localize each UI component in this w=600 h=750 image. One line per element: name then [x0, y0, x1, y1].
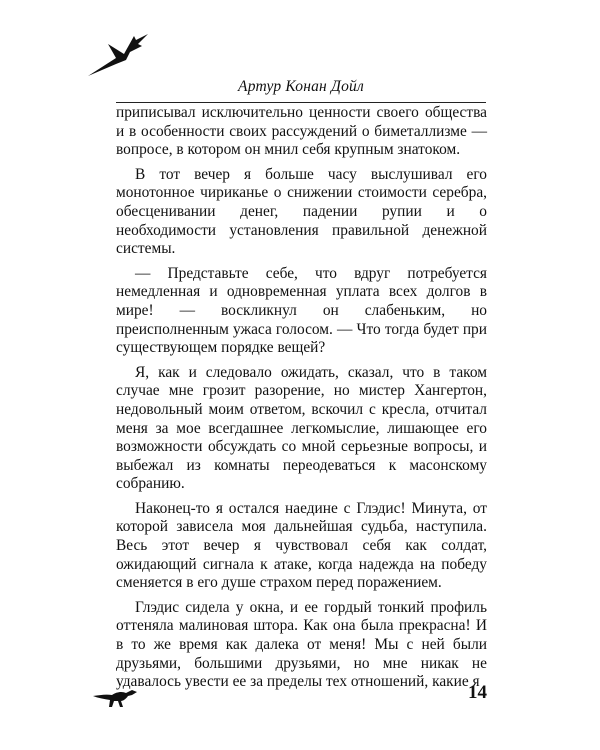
- paragraph: Я, как и следовало ожидать, сказал, что в таком случае мне грозит разорение, но мистер Хангертон, недовольный моим ответом, вскочил с кресла, отчитал меня за мое всегдашнее легкомыслие, лишающее его возможности обсуждать со мной серьезные вопросы, и выбежал из комнаты переодеваться к масонскому собранию.: [116, 363, 487, 493]
- page-number: 14: [468, 682, 487, 703]
- body-text: [116, 104, 487, 698]
- author-name: Артур Конан Дойл: [238, 78, 364, 95]
- running-header: [116, 78, 486, 101]
- paragraph: Глэдис сидела у окна, и ее гордый тонкий профиль оттеняла малиновая штора. Как она была прекрасна! И в то же время как далека от меня! Мы с ней были друзьями, большими друзьями, но мне никак не удавалось увести ее за пределы тех отношений, какие я: [116, 598, 487, 691]
- header-rule: [116, 102, 486, 103]
- paragraph: В тот вечер я больше часу выслушивал его монотонное чириканье о снижении стоимости серебра, обесценивании денег, падении рупии и о необходимости установления правильной денежной системы.: [116, 165, 487, 258]
- pterodactyl-icon: [86, 30, 152, 80]
- paragraph: — Представьте себе, что вдруг потребуется немедленная и одновременная уплата всех долгов в мире! — воскликнул он слабеньким, но преисполненным ужаса голосом. — Что тогда будет при существующем порядке вещей?: [116, 264, 487, 357]
- dinosaur-icon: [92, 686, 138, 708]
- paragraph: Наконец-то я остался наедине с Глэдис! Минута, от которой зависела моя дальнейшая судьба, наступила. Весь этот вечер я чувствовал себя как солдат, ожидающий сигнала к атаке, когда надежда на победу сменяется в его душе страхом перед поражением.: [116, 499, 487, 592]
- paragraph: приписывал исключительно ценности своего общества и в особенности своих рассуждений о биметаллизме — вопросе, в котором он мнил себя крупным знатоком.: [116, 104, 487, 159]
